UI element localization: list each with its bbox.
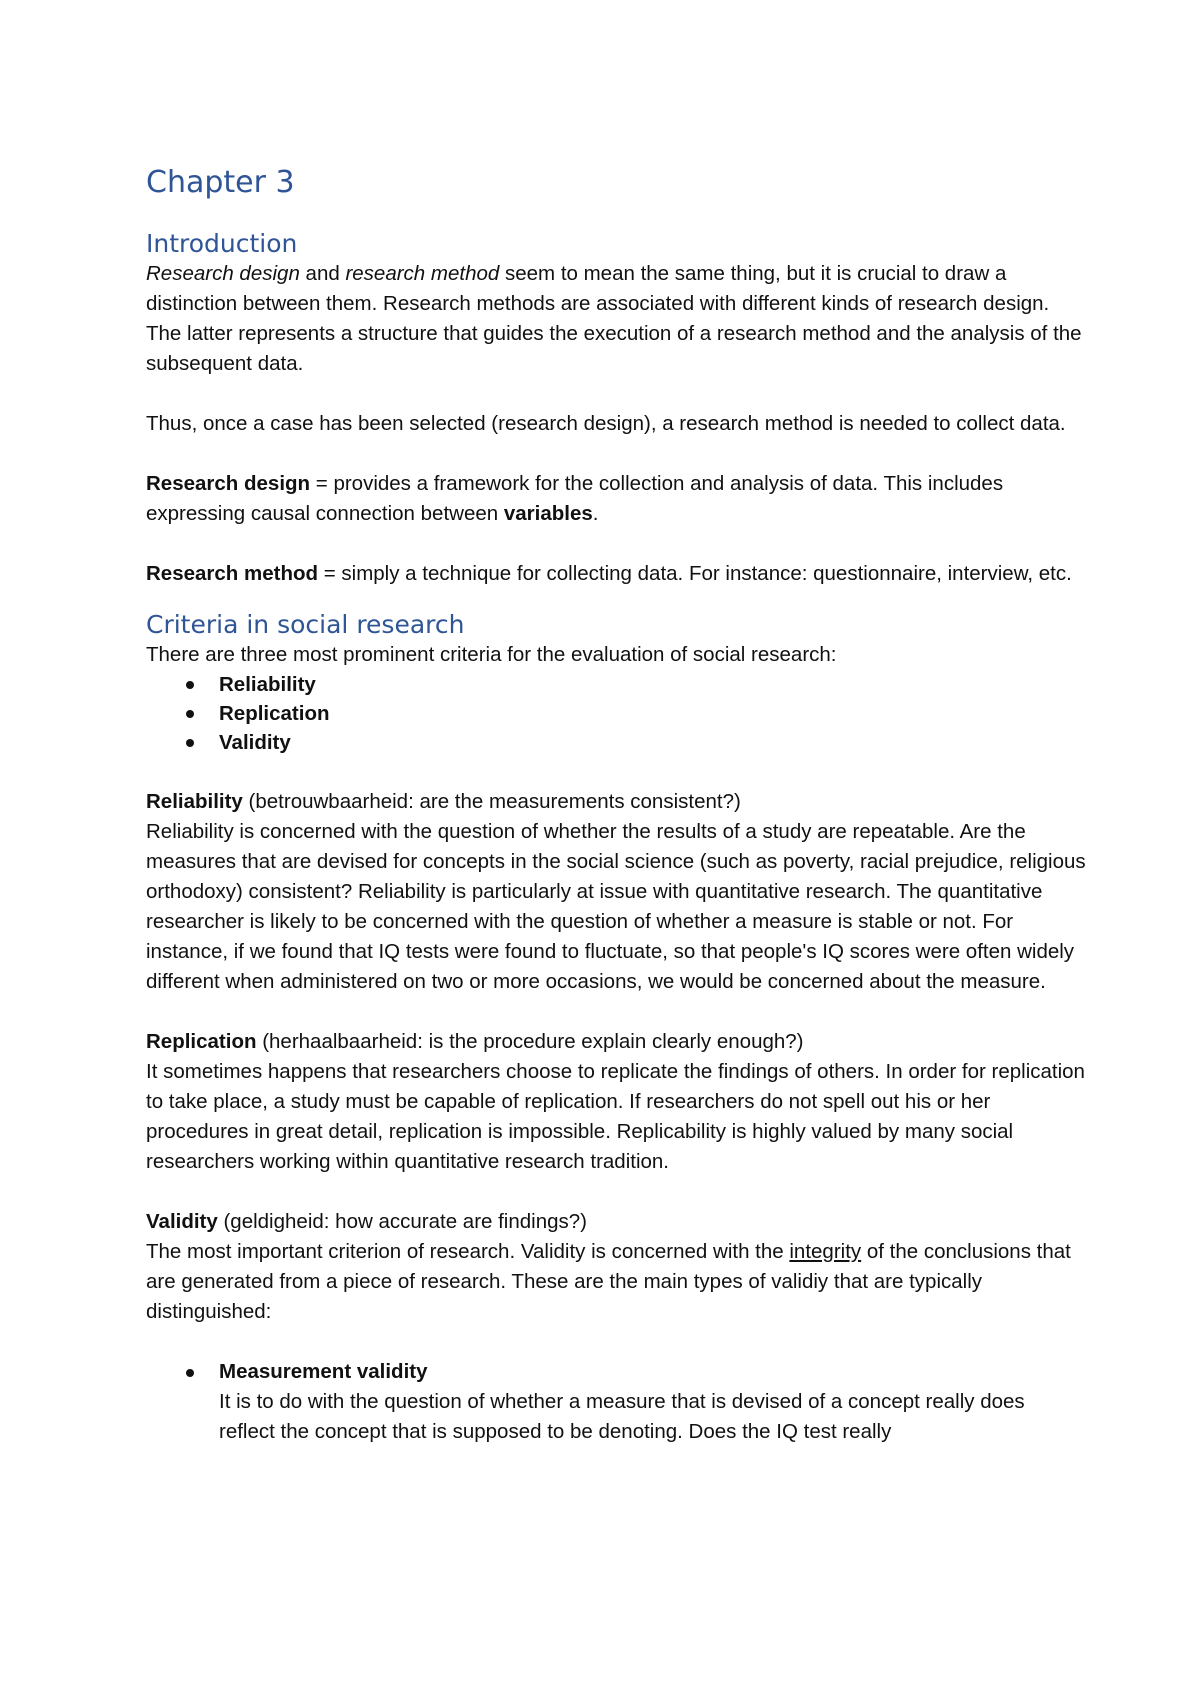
underlined-word: integrity	[789, 1240, 862, 1263]
definition-text: = simply a technique for collecting data. For instance: questionnaire, interview, etc.	[318, 561, 1072, 585]
intro-paragraph-rest: seem to mean the same thing, but it is crucial to draw a distinction between them. Research methods are associated with different kinds of research design. The latter represents a structure that guides the execution of a research method and the analysis of the subsequent data.	[146, 261, 1082, 375]
reliability-body: Reliability is concerned with the question of whether the results of a study are repeatable. Are the measures that are devised for concepts in the social science (such as poverty, racial prejudice, religious orthodoxy) consistent? Reliability is particularly at issue with quantitative research. The quantitative researcher is likely to be concerned with the question of whether a measure is stable or not. For instance, if we found that IQ tests were found to fluctuate, so that people's IQ scores were often widely different when administered on two or more occasions, we would be concerned about the measure.	[146, 820, 1086, 993]
definition-research-method	[146, 559, 1086, 589]
list-item	[146, 1357, 1086, 1447]
intro-and: and	[299, 261, 346, 285]
bullet-icon	[186, 1369, 194, 1377]
validity-type-text: It is to do with the question of whether a measure that is devised of a concept really does reflect the concept that is supposed to be denoting. Does the IQ test really	[219, 1390, 1025, 1443]
reliability-subtitle: (betrouwbaarheid: are the measurements consistent?)	[242, 790, 741, 813]
term-research-method-italic: research method	[345, 261, 500, 285]
bullet-icon	[186, 739, 194, 747]
document-page	[146, 164, 1086, 1447]
validity-type-title: Measurement validity	[219, 1360, 428, 1383]
chapter-title: Chapter 3	[146, 165, 295, 200]
validity-term: Validity	[146, 1210, 218, 1233]
definition-text: = provides a framework for the collection and analysis of data. This includes expressing causal connection between	[146, 471, 1004, 525]
reliability-title	[146, 787, 1086, 817]
replication-body: It sometimes happens that researchers choose to replicate the findings of others. In order for replication to take place, a study must be capable of replication. If researchers do not spell out his or her procedures in great detail, replication is impossible. Replicability is highly valued by many social researchers working within quantitative research tradition.	[146, 1060, 1085, 1173]
bullet-icon	[186, 681, 194, 689]
definition-term: Research design	[146, 471, 311, 495]
list-item-label: Replication	[219, 702, 330, 725]
reliability-term: Reliability	[146, 790, 243, 813]
list-item-label: Validity	[219, 731, 291, 754]
definition-period: .	[592, 501, 599, 525]
intro-paragraph-2: Thus, once a case has been selected (research design), a research method is needed to collect data.	[146, 411, 1066, 435]
validity-body-end: of the conclusions that are generated from a piece of research. These are the main types of validiy that are typically distinguished:	[146, 1240, 1071, 1323]
definition-research-design	[146, 469, 1086, 529]
validity-body-start: The most important criterion of research. Validity is concerned with the	[146, 1240, 790, 1263]
criteria-lead: There are three most prominent criteria for the evaluation of social research:	[146, 643, 837, 666]
bullet-icon	[186, 710, 194, 718]
replication-term: Replication	[146, 1030, 257, 1053]
list-item-label: Reliability	[219, 673, 316, 696]
term-research-design-italic: Research design	[146, 261, 300, 285]
intro-paragraph	[146, 259, 1086, 379]
validity-body	[146, 1237, 1086, 1327]
validity-types-list	[146, 1357, 1086, 1447]
validity-subtitle: (geldigheid: how accurate are findings?)	[217, 1210, 588, 1233]
definition-bold-word: variables	[503, 501, 593, 525]
replication-subtitle: (herhaalbaarheid: is the procedure explain clearly enough?)	[256, 1030, 804, 1053]
validity-title	[146, 1207, 1086, 1237]
list-item	[146, 728, 1086, 757]
list-item	[146, 699, 1086, 728]
introduction-heading: Introduction	[146, 228, 298, 258]
list-item	[146, 670, 1086, 699]
criteria-heading: Criteria in social research	[146, 609, 465, 639]
definition-term: Research method	[146, 561, 319, 585]
criteria-list	[146, 670, 1086, 757]
replication-title	[146, 1027, 1086, 1057]
